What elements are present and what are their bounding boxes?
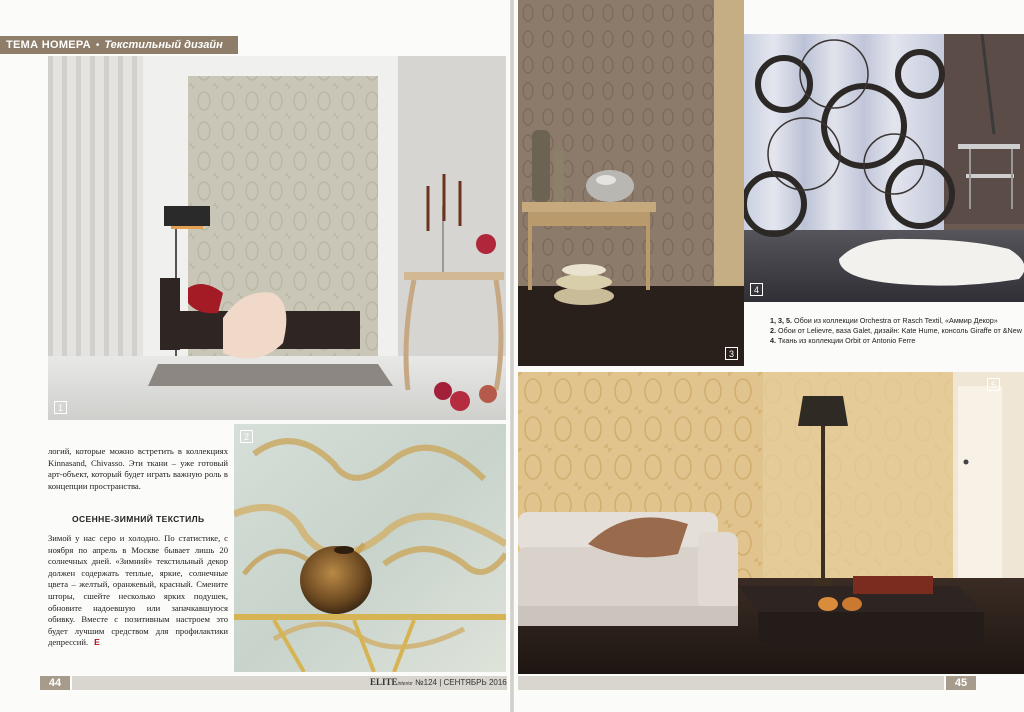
left-page [0,0,510,712]
caption-3-text: Ткань из коллекции Orbit от Antonio Ferre [778,336,916,345]
paragraph-1-text: логий, которые можно встретить в коллекциях Kinnasand, Chivasso. Эти ткани – уже готовый арт-объект, который будет играть важную роль в концепции пространства. [48,446,228,491]
section-header [0,36,238,54]
caption-2-num: 2. [770,326,776,335]
footer-brand-small: interior [397,681,413,687]
footer-brand: ELITE [370,677,398,687]
page-number-right: 45 [946,676,976,690]
caption-1-text: Обои из коллекции Orchestra от Rasch Textil, «Аммир Декор» [793,316,998,325]
photo-number-3: 3 [725,347,738,360]
caption-3-num: 4. [770,336,776,345]
end-mark: E [94,637,100,648]
caption-line-1 [770,316,1024,326]
page-number-left: 44 [40,676,70,690]
footer-bar-right [518,676,944,690]
caption-line-2 [770,326,1024,346]
caption-1-nums: 1, 3, 5. [770,316,792,325]
photo-captions [770,316,1024,346]
photo-console [518,0,744,366]
photo-curtain [744,34,1024,302]
photo-number-4: 4 [750,283,763,296]
footer-issue-text: №124 | СЕНТЯБРЬ 2016 [415,678,507,687]
caption-2-text: Обои от Lelievre, ваза Galet, дизайн: Kate Hume, консоль Giraffe от &New [778,326,1022,335]
photo-number-2: 2 [240,430,253,443]
photo-number-5: 5 [987,378,1000,391]
section-title: ТЕМА НОМЕРА [6,39,91,51]
section-separator: • [95,39,100,51]
photo-living-room [518,372,1024,674]
right-page [514,0,1024,712]
section-subtitle: Текстильный дизайн [104,39,223,51]
article-paragraph-1 [48,446,228,492]
footer-issue [370,677,507,687]
photo-vase [234,424,506,672]
article-subheading: ОСЕННЕ-ЗИМНИЙ ТЕКСТИЛЬ [72,514,205,524]
article-paragraph-2 [48,533,228,649]
paragraph-2-text: Зимой у нас серо и холодно. По статистике, с ноября по апрель в Москве бывает лишь 20 солнечных дней. «Зимний» текстильный декор должен содержать теплые, яркие, солнечные цвета – желтый, оранжевый, красный. Смените шторы, сшейте несколько ярких подушек, обновите надоевшую или запачкавшуюся обивку. Вместе с позитивным настроем это будет лучшим средством для профилактики депрессий. [48,533,228,648]
photo-bedroom [48,56,506,420]
photo-number-1: 1 [54,401,67,414]
